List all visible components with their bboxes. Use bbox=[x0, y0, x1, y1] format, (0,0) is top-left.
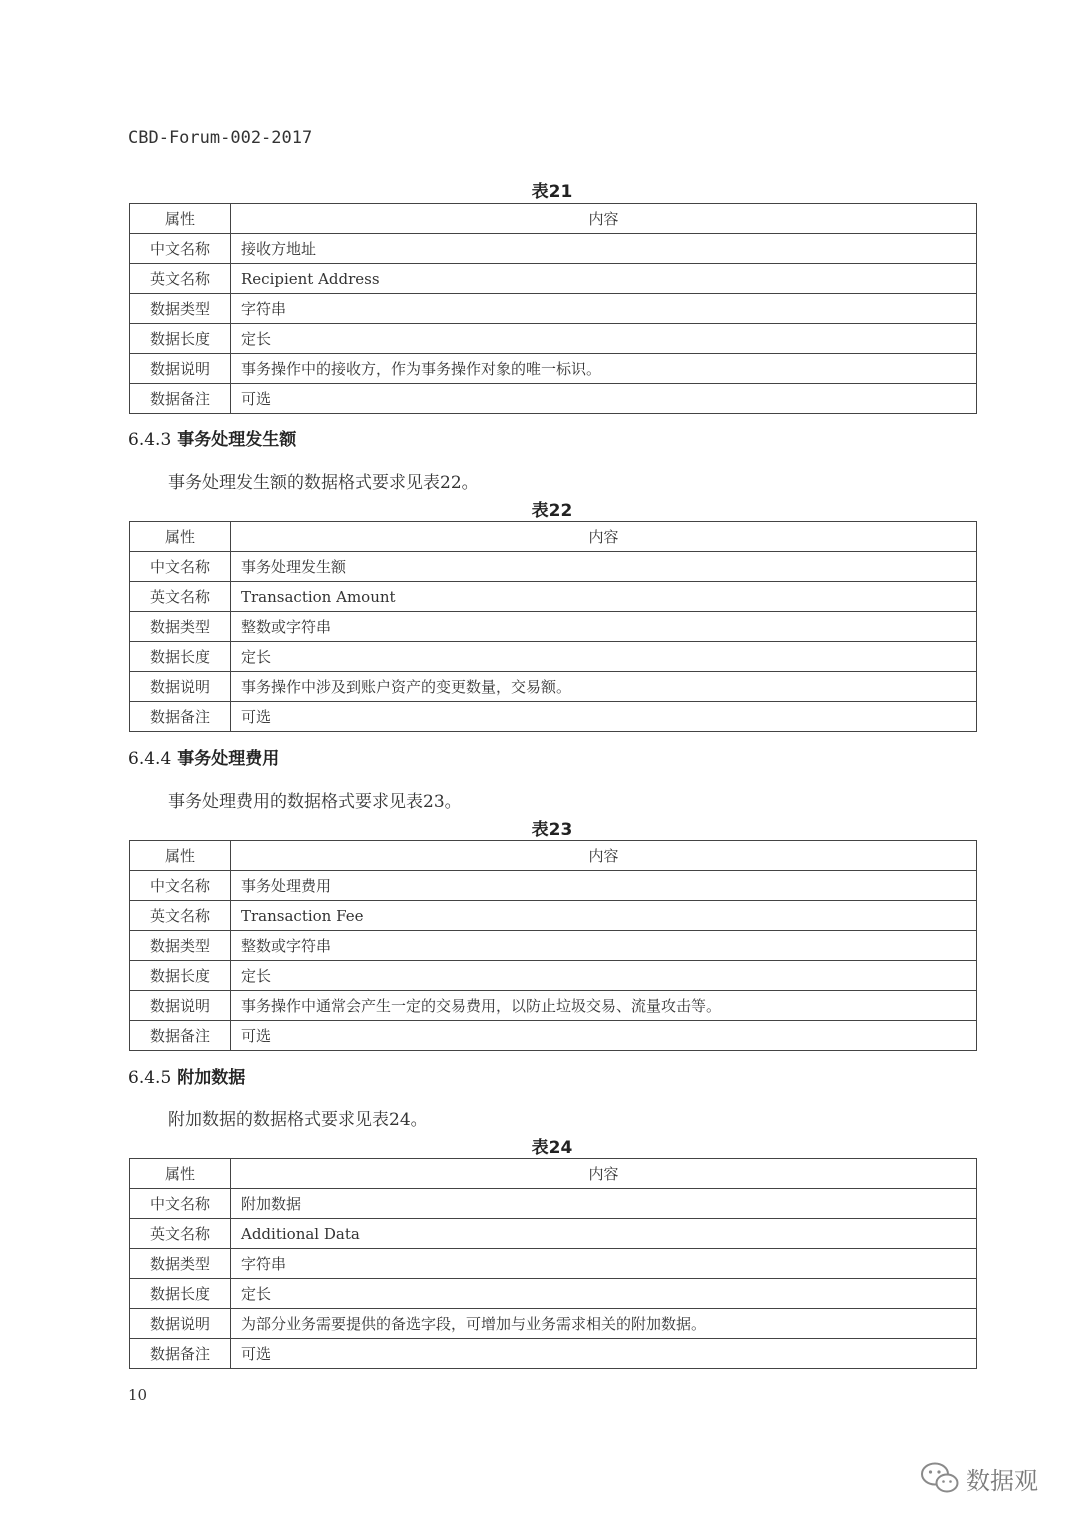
value-cell: 定长 bbox=[231, 642, 977, 672]
attr-cell: 英文名称 bbox=[130, 901, 231, 931]
table-header-row bbox=[130, 522, 977, 552]
attr-cell: 英文名称 bbox=[130, 1219, 231, 1249]
attr-cell: 数据长度 bbox=[130, 961, 231, 991]
attr-cell: 数据类型 bbox=[130, 612, 231, 642]
header-cell: 属性 bbox=[130, 522, 231, 552]
header-cell: 内容 bbox=[231, 841, 977, 871]
section-title: 事务处理发生额 bbox=[177, 430, 297, 450]
value-cell: 可选 bbox=[231, 1021, 977, 1051]
table-caption: 表24 bbox=[531, 1138, 573, 1158]
table-row bbox=[130, 294, 977, 324]
wechat-icon bbox=[920, 1461, 960, 1495]
section-heading bbox=[128, 425, 296, 450]
section-number: 6.4.5 bbox=[128, 1068, 172, 1088]
header-cell: 内容 bbox=[231, 522, 977, 552]
table-row bbox=[130, 991, 977, 1021]
table-row bbox=[130, 672, 977, 702]
value-cell: 整数或字符串 bbox=[231, 931, 977, 961]
page-number: 10 bbox=[128, 1386, 148, 1404]
section-intro: 事务处理费用的数据格式要求见表23。 bbox=[168, 792, 462, 812]
header-cell: 内容 bbox=[231, 204, 977, 234]
table-caption: 表23 bbox=[531, 820, 573, 840]
table-row bbox=[130, 931, 977, 961]
value-cell: 事务处理费用 bbox=[231, 871, 977, 901]
table-row bbox=[130, 871, 977, 901]
attr-cell: 数据备注 bbox=[130, 384, 231, 414]
value-cell: Transaction Fee bbox=[231, 901, 977, 931]
table-row bbox=[130, 702, 977, 732]
value-cell: 接收方地址 bbox=[231, 234, 977, 264]
table-row bbox=[130, 324, 977, 354]
value-cell: 事务处理发生额 bbox=[231, 552, 977, 582]
table-row bbox=[130, 1189, 977, 1219]
value-cell: 可选 bbox=[231, 1339, 977, 1369]
table-row bbox=[130, 234, 977, 264]
table-header-row bbox=[130, 1159, 977, 1189]
value-cell: 字符串 bbox=[231, 1249, 977, 1279]
value-cell: 定长 bbox=[231, 324, 977, 354]
attr-cell: 数据长度 bbox=[130, 324, 231, 354]
header-cell: 属性 bbox=[130, 841, 231, 871]
doc-code: CBD-Forum-002-2017 bbox=[128, 128, 313, 148]
section-number: 6.4.4 bbox=[128, 749, 172, 769]
attr-cell: 中文名称 bbox=[130, 871, 231, 901]
value-cell: Additional Data bbox=[231, 1219, 977, 1249]
section-number: 6.4.3 bbox=[128, 430, 172, 450]
table-row bbox=[130, 354, 977, 384]
value-cell: 可选 bbox=[231, 702, 977, 732]
value-cell: 定长 bbox=[231, 961, 977, 991]
table-row bbox=[130, 1279, 977, 1309]
attr-cell: 英文名称 bbox=[130, 264, 231, 294]
attr-cell: 数据长度 bbox=[130, 642, 231, 672]
attr-cell: 中文名称 bbox=[130, 234, 231, 264]
value-cell: Recipient Address bbox=[231, 264, 977, 294]
table-row bbox=[130, 1309, 977, 1339]
value-cell: 为部分业务需要提供的备选字段，可增加与业务需求相关的附加数据。 bbox=[231, 1309, 977, 1339]
table-row bbox=[130, 642, 977, 672]
table-row bbox=[130, 552, 977, 582]
value-cell: 可选 bbox=[231, 384, 977, 414]
table-row bbox=[130, 582, 977, 612]
attr-cell: 数据说明 bbox=[130, 354, 231, 384]
spec-table bbox=[129, 521, 977, 732]
table-row bbox=[130, 901, 977, 931]
section-title: 事务处理费用 bbox=[177, 749, 280, 769]
attr-cell: 数据说明 bbox=[130, 1309, 231, 1339]
value-cell: 定长 bbox=[231, 1279, 977, 1309]
section-title: 附加数据 bbox=[177, 1068, 246, 1088]
attr-cell: 数据备注 bbox=[130, 702, 231, 732]
section-intro: 附加数据的数据格式要求见表24。 bbox=[168, 1110, 428, 1130]
value-cell: 附加数据 bbox=[231, 1189, 977, 1219]
spec-table bbox=[129, 840, 977, 1051]
spec-table bbox=[129, 1158, 977, 1369]
value-cell: Transaction Amount bbox=[231, 582, 977, 612]
value-cell: 整数或字符串 bbox=[231, 612, 977, 642]
spec-table bbox=[129, 203, 977, 414]
attr-cell: 数据类型 bbox=[130, 931, 231, 961]
attr-cell: 中文名称 bbox=[130, 552, 231, 582]
table-row bbox=[130, 384, 977, 414]
attr-cell: 数据类型 bbox=[130, 294, 231, 324]
attr-cell: 数据备注 bbox=[130, 1339, 231, 1369]
header-cell: 内容 bbox=[231, 1159, 977, 1189]
header-cell: 属性 bbox=[130, 204, 231, 234]
attr-cell: 数据类型 bbox=[130, 1249, 231, 1279]
table-row bbox=[130, 1021, 977, 1051]
value-cell: 事务操作中通常会产生一定的交易费用，以防止垃圾交易、流量攻击等。 bbox=[231, 991, 977, 1021]
attr-cell: 英文名称 bbox=[130, 582, 231, 612]
section-intro: 事务处理发生额的数据格式要求见表22。 bbox=[168, 473, 479, 493]
attr-cell: 数据备注 bbox=[130, 1021, 231, 1051]
attr-cell: 数据说明 bbox=[130, 991, 231, 1021]
value-cell: 事务操作中的接收方，作为事务操作对象的唯一标识。 bbox=[231, 354, 977, 384]
attr-cell: 数据说明 bbox=[130, 672, 231, 702]
table-row bbox=[130, 1249, 977, 1279]
table-row bbox=[130, 612, 977, 642]
attr-cell: 数据长度 bbox=[130, 1279, 231, 1309]
table-caption: 表22 bbox=[531, 501, 573, 521]
table-row bbox=[130, 961, 977, 991]
table-header-row bbox=[130, 204, 977, 234]
section-heading bbox=[128, 1063, 245, 1088]
table-row bbox=[130, 264, 977, 294]
table-row bbox=[130, 1219, 977, 1249]
watermark bbox=[920, 1458, 1038, 1498]
table-header-row bbox=[130, 841, 977, 871]
value-cell: 事务操作中涉及到账户资产的变更数量，交易额。 bbox=[231, 672, 977, 702]
watermark-text: 数据观 bbox=[966, 1466, 1038, 1495]
table-caption: 表21 bbox=[531, 182, 573, 202]
header-cell: 属性 bbox=[130, 1159, 231, 1189]
value-cell: 字符串 bbox=[231, 294, 977, 324]
section-heading bbox=[128, 744, 279, 769]
table-row bbox=[130, 1339, 977, 1369]
attr-cell: 中文名称 bbox=[130, 1189, 231, 1219]
